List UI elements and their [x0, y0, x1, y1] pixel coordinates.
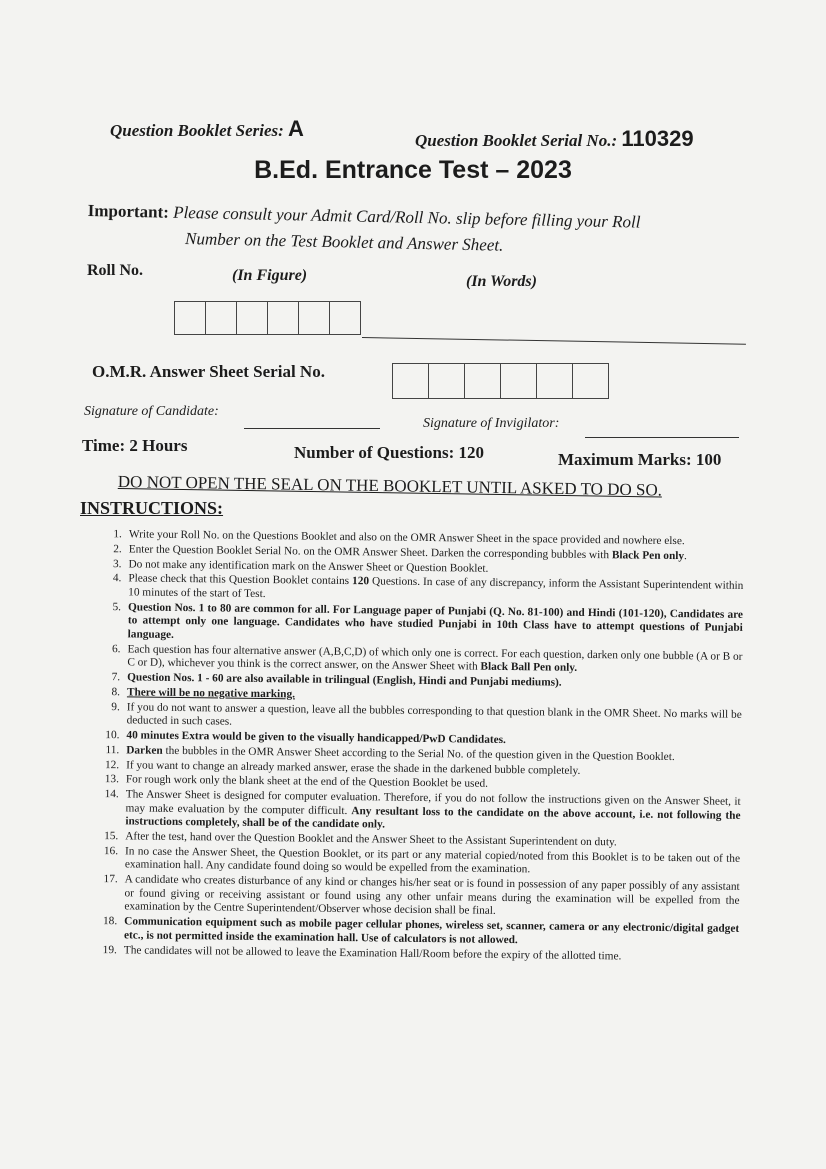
roll-number-boxes[interactable] — [174, 301, 361, 335]
instruction-text-part: Question Nos. 1 - 60 are also available in trilingual (English, Hindi and Punjabi mediums). — [127, 671, 562, 689]
important-line-1: Please consult your Admit Card/Roll No. slip before filling your Roll — [172, 202, 641, 232]
instruction-text-part: Any resultant loss to the candidate on the above account, i.e. not following the instructions completely, shall be of the candidate only. — [125, 804, 741, 831]
instruction-text-part: The candidates will not be allowed to leave the Examination Hall/Room before the expiry of the allotted time. — [123, 943, 622, 963]
omr-serial-box[interactable] — [429, 364, 465, 398]
omr-serial-box[interactable] — [573, 364, 608, 398]
instruction-text — [128, 601, 743, 649]
instruction-text-part: Write your Roll No. on the Questions Booklet and also on the OMR Answer Sheet in the space provided and nowhere else. — [128, 528, 685, 548]
instruction-text-part: Each question has four alternative answer (A,B,C,D) of which only one is correct. For each question, darken only one bubble (A or B or C or D), whichever you think is the correct answer, on the Answer Sheet with — [127, 643, 743, 673]
instruction-text-part: Communication equipment such as mobile pager cellular phones, wireless set, scanner, camera or any electronic/digital gadget etc., is not permitted inside the examination hall. Use of calculators is not allowed. — [123, 915, 740, 946]
instruction-text — [124, 874, 739, 922]
candidate-signature-line[interactable] — [244, 428, 380, 429]
maximum-marks: Maximum Marks: 100 — [558, 450, 722, 469]
instruction-number: 10. — [105, 729, 120, 742]
instruction-text-part: Black Pen only — [611, 549, 685, 562]
roll-in-words-line[interactable] — [362, 337, 746, 345]
instruction-text-part: After the test, hand over the Question Booklet and the Answer Sheet to the Assistant Superintendent on duty. — [125, 830, 617, 849]
instruction-number: 18. — [102, 915, 118, 928]
instruction-number: 6. — [111, 642, 121, 655]
instruction-number: 16. — [103, 844, 119, 858]
instruction-text-part: 40 minutes Extra would be given to the visually handicapped/PwD Candidates. — [126, 729, 506, 746]
instruction-text-part: If you do not want to answer a question, leave all the bubbles corresponding to that question blank in the OMR Sheet. No marks will be deducted in such cases. — [126, 700, 742, 728]
booklet-serial-value: 110329 — [621, 126, 694, 151]
booklet-series-label: Question Booklet Series: — [110, 121, 284, 140]
roll-number-box[interactable] — [175, 302, 206, 334]
instruction-item — [94, 788, 740, 837]
instruction-number: 4. — [112, 572, 122, 585]
instruction-text-part: Questions. In case of any discrepancy, inform the Assistant Superintendent within 10 minutes of the start of Test. — [128, 575, 744, 600]
omr-serial-box[interactable] — [465, 364, 501, 398]
number-of-questions: Number of Questions: 120 — [294, 443, 484, 462]
roll-number-box[interactable] — [330, 302, 360, 334]
instruction-number: 15. — [104, 830, 119, 843]
booklet-series — [110, 116, 304, 142]
instruction-text-part: Question Nos. 1 to 80 are common for all. For Language paper of Punjabi (Q. No. 81-100) and Hindi (101-120), Candidates are to attempt only one language. Candidates who have studied Punjabi in 10th Class have to attempt questions of Punjabi language. — [127, 601, 744, 641]
booklet-serial — [415, 126, 694, 152]
invigilator-signature-line[interactable] — [585, 437, 739, 438]
important-notice — [87, 198, 758, 264]
roll-number-label: Roll No. — [87, 262, 143, 279]
roll-number-box[interactable] — [299, 302, 330, 334]
instruction-text-part: . — [683, 549, 687, 562]
instructions-list — [93, 528, 744, 966]
instruction-item — [93, 873, 739, 922]
booklet-serial-label: Question Booklet Serial No.: — [415, 131, 618, 150]
roll-number-box[interactable] — [268, 302, 299, 334]
instruction-text-part: Do not make any identification mark on the Answer Sheet or Question Booklet. — [128, 557, 489, 575]
instruction-text-part: In no case the Answer Sheet, the Question Booklet, or its part or any material copied/noted from this Booklet is to be taken out of the examination hall. Any candidate found doing so would be expelled from the examination. — [124, 845, 741, 876]
instruction-number: 13. — [104, 773, 120, 786]
instruction-number: 14. — [104, 788, 119, 801]
instruction-text-part: Darken — [126, 744, 163, 757]
instruction-text-part: Please check that this Question Booklet contains — [128, 572, 353, 588]
roll-number-box[interactable] — [206, 302, 237, 334]
invigilator-signature-label: Signature of Invigilator: — [423, 416, 560, 431]
instruction-text-part: A candidate who creates disturbance of any kind or changes his/her seat or is found in possession of any paper possibly of any assistant or found giving or receiving assistant or found using any other unfair means during the examination will be expelled from the examination by the Centre Superintendent/Observer whose decision shall be final. — [124, 873, 740, 918]
instruction-text-part: There will be no negative marking. — [126, 686, 296, 701]
important-line-2: Number on the Test Booklet and Answer Sheet. — [184, 229, 504, 255]
instructions-heading: INSTRUCTIONS: — [80, 498, 224, 518]
exam-time: Time: 2 Hours — [82, 436, 188, 455]
candidate-signature-label: Signature of Candidate: — [84, 404, 219, 419]
omr-serial-box[interactable] — [537, 364, 573, 398]
booklet-series-value: A — [288, 116, 304, 141]
page-title: B.Ed. Entrance Test – 2023 — [254, 156, 572, 184]
instruction-text-part: Enter the Question Booklet Serial No. on the OMR Answer Sheet. Darken the corresponding bubbles with — [128, 543, 612, 562]
instruction-number: 2. — [113, 542, 122, 556]
instruction-number: 9. — [111, 700, 120, 713]
instruction-text-part: The Answer Sheet is designed for computer evaluation. Therefore, if you do not follow the instructions given on the Answer Sheet, it may make evaluation by the computer difficult. — [125, 788, 741, 817]
instruction-text-part: the bubbles in the OMR Answer Sheet according to the Serial No. of the question given in the Question Booklet. — [162, 744, 675, 763]
omr-serial-label: O.M.R. Answer Sheet Serial No. — [92, 362, 325, 381]
roll-number-box[interactable] — [237, 302, 268, 334]
instruction-number: 3. — [113, 557, 122, 570]
roll-in-words-label: (In Words) — [466, 273, 537, 290]
instruction-number: 5. — [112, 600, 122, 614]
instruction-text-part: 120 — [352, 575, 370, 588]
instruction-number: 7. — [111, 671, 121, 684]
instruction-text-part: For rough work only the blank sheet at the end of the Question Booklet be used. — [125, 773, 489, 791]
omr-serial-box[interactable] — [501, 364, 537, 398]
instruction-number: 19. — [102, 943, 117, 956]
roll-in-figure-label: (In Figure) — [232, 267, 308, 284]
instruction-text-part: Black Ball Pen only. — [480, 660, 578, 675]
instruction-number: 17. — [103, 873, 118, 886]
instruction-number: 1. — [113, 528, 122, 541]
instruction-item — [97, 601, 743, 650]
omr-serial-box[interactable] — [393, 364, 429, 398]
seal-notice: DO NOT OPEN THE SEAL ON THE BOOKLET UNTIL ASKED TO DO SO. — [117, 472, 663, 500]
instruction-number: 11. — [105, 743, 120, 757]
instruction-text — [125, 788, 740, 836]
instruction-text-part: If you want to change an already marked answer, erase the shade in the darkened bubble completely. — [126, 758, 581, 777]
instruction-number: 12. — [104, 758, 120, 771]
omr-serial-boxes[interactable] — [392, 363, 609, 399]
instruction-number: 8. — [111, 686, 121, 699]
important-label: Important: — [87, 200, 170, 222]
